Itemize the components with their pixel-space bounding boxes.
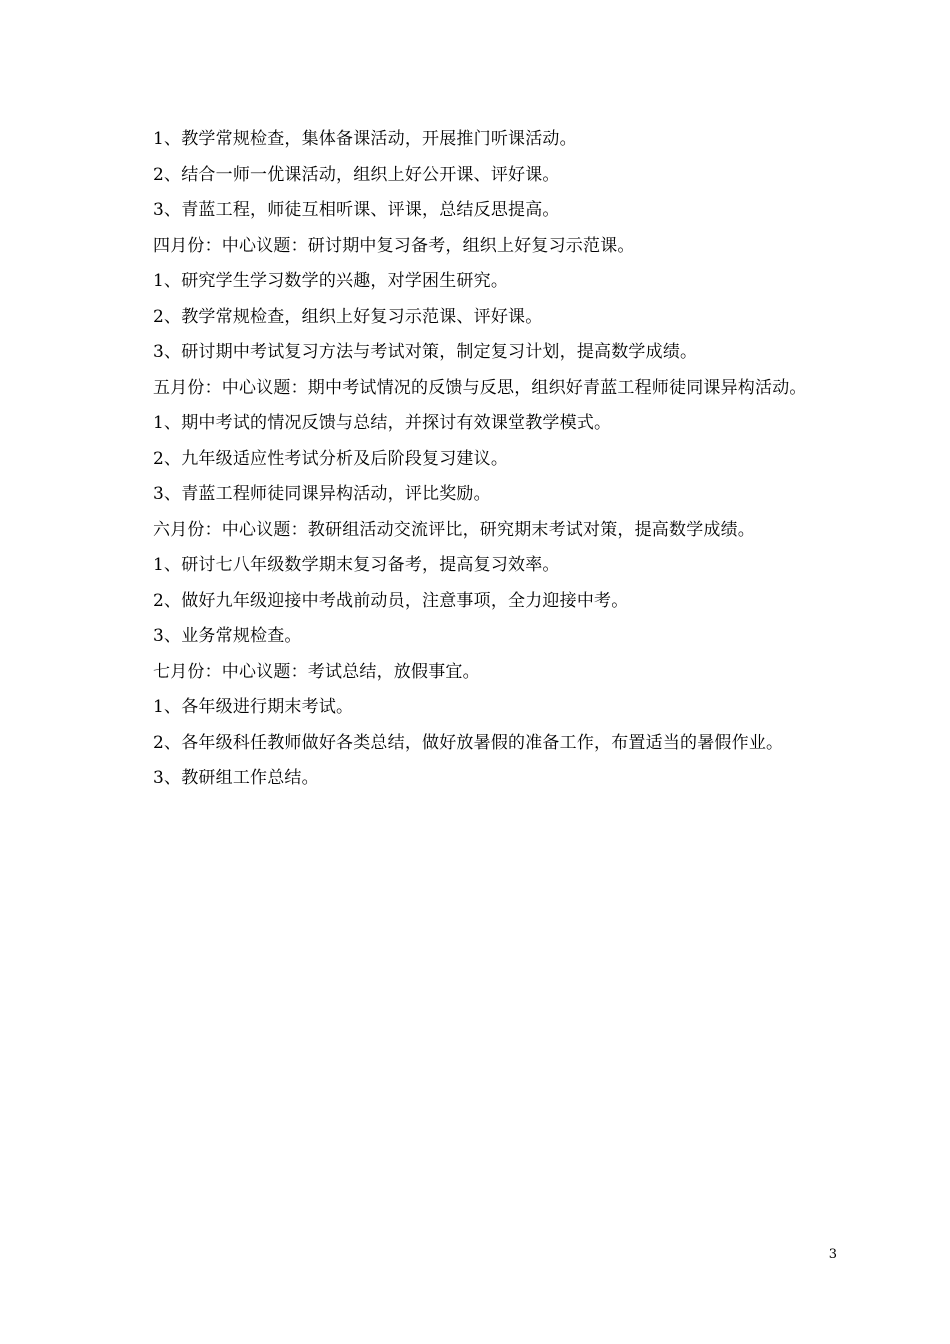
section-heading-may: 五月份：中心议题：期中考试情况的反馈与反思，组织好青蓝工程师徒同课异构活动。 <box>153 377 807 398</box>
paragraph: 1、期中考试的情况反馈与总结，并探讨有效课堂教学模式。 <box>153 413 612 433</box>
paragraph: 3、教研组工作总结。 <box>153 768 319 788</box>
paragraph: 2、各年级科任教师做好各类总结，做好放暑假的准备工作，布置适当的暑假作业。 <box>153 732 784 753</box>
paragraph: 1、研究学生学习数学的兴趣，对学困生研究。 <box>153 271 509 291</box>
section-heading-july: 七月份：中心议题：考试总结，放假事宜。 <box>153 661 480 682</box>
paragraph: 1、教学常规检查，集体备课活动，开展推门听课活动。 <box>153 129 577 149</box>
paragraph: 2、结合一师一优课活动，组织上好公开课、评好课。 <box>153 164 560 185</box>
paragraph: 2、教学常规检查，组织上好复习示范课、评好课。 <box>153 306 543 327</box>
paragraph: 1、研讨七八年级数学期末复习备考，提高复习效率。 <box>153 555 560 575</box>
paragraph: 1、各年级进行期末考试。 <box>153 697 354 717</box>
paragraph: 2、九年级适应性考试分析及后阶段复习建议。 <box>153 448 509 469</box>
section-heading-june: 六月份：中心议题：教研组活动交流评比，研究期末考试对策，提高数学成绩。 <box>153 519 755 540</box>
paragraph: 3、业务常规检查。 <box>153 626 302 646</box>
document-body <box>117 122 837 797</box>
section-heading-april: 四月份：中心议题：研讨期中复习备考，组织上好复习示范课。 <box>153 235 635 256</box>
paragraph: 3、青蓝工程，师徒互相听课、评课，总结反思提高。 <box>153 200 560 220</box>
paragraph: 2、做好九年级迎接中考战前动员，注意事项，全力迎接中考。 <box>153 590 629 611</box>
paragraph: 3、青蓝工程师徒同课异构活动，评比奖励。 <box>153 484 491 504</box>
page-number: 3 <box>828 1247 837 1262</box>
paragraph: 3、研讨期中考试复习方法与考试对策，制定复习计划，提高数学成绩。 <box>153 342 698 362</box>
